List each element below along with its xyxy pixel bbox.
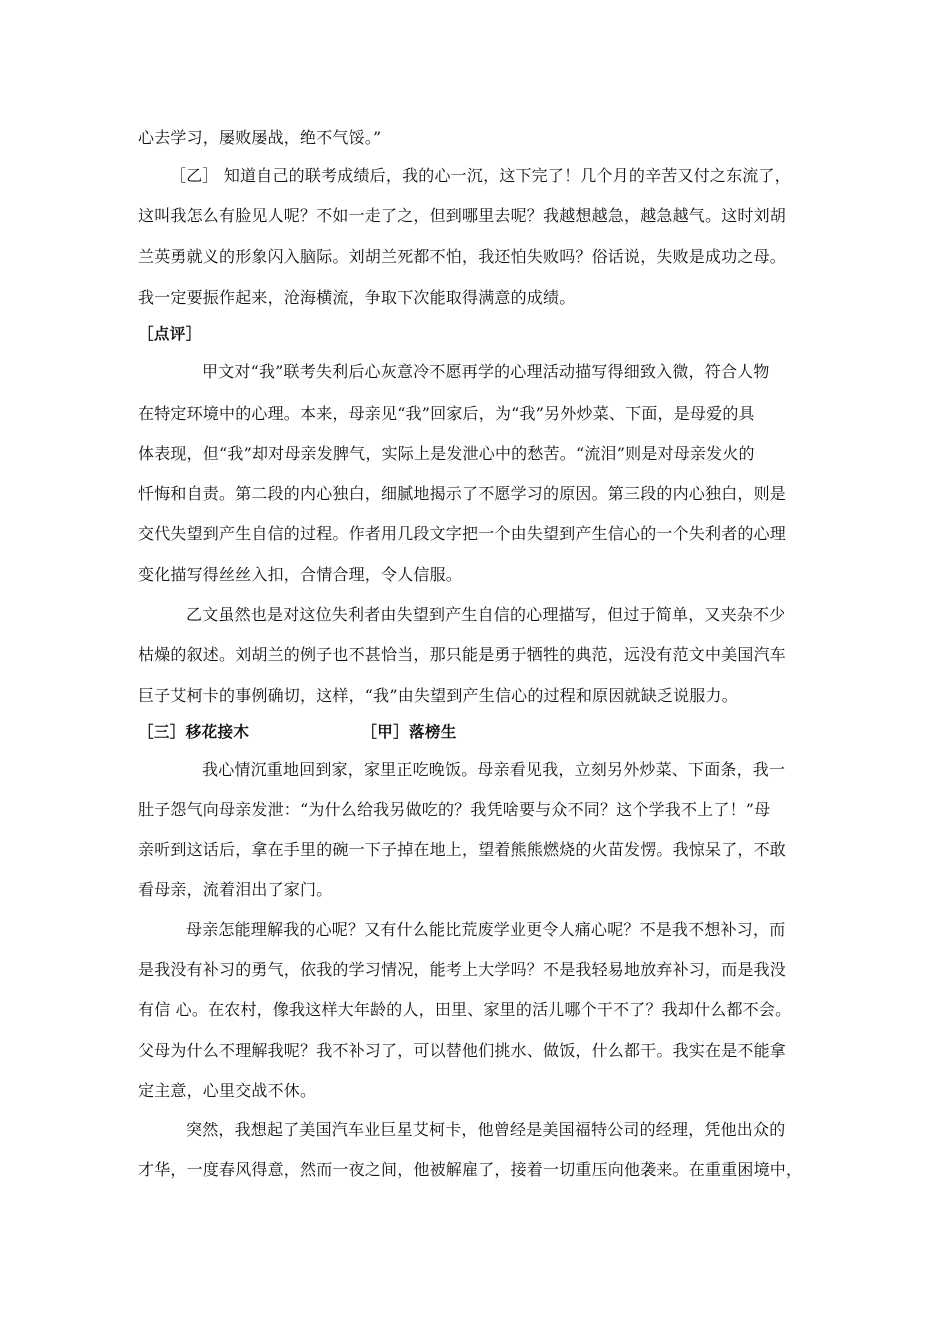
paragraph-line: 父母为什么不理解我呢？我不补习了，可以替他们挑水、做饭，什么都干。我实在是不能拿 [138,1041,787,1060]
paragraph-line: 我一定要振作起来，沧海横流，争取下次能取得满意的成绩。 [138,288,576,307]
paragraph-line: 我心情沉重地回到家，家里正吃晚饭。母亲看见我，立刻另外炒菜、下面条，我一 [202,760,786,779]
paragraph-line: 忏悔和自责。第二段的内心独白，细腻地揭示了不愿学习的原因。第三段的内心独白，则是 [138,484,787,503]
section-heading-right: ［甲］落榜生 [361,723,457,741]
section-heading [138,722,457,742]
paragraph-line: 亲听到这话后，拿在手里的碗一下子掉在地上，望着熊熊燃烧的火苗发愣。我惊呆了，不敢 [138,840,787,859]
paragraph-line: 巨子艾柯卡的事例确切，这样，“我”由失望到产生信心的过程和原因就缺乏说服力。 [138,686,738,705]
paragraph-line: 体表现，但“我”却对母亲发脾气，实际上是发泄心中的愁苦。“流泪”则是对母亲发火的 [138,444,755,463]
paragraph-line: 乙文虽然也是对这位失利者由失望到产生自信的心理描写，但过于简单，又夹杂不少 [186,605,786,624]
paragraph-line: 在特定环境中的心理。本来，母亲见“我”回家后，为“我”另外炒菜、下面，是母爱的具 [138,404,755,423]
paragraph-line: 母亲怎能理解我的心呢？又有什么能比荒废学业更令人痛心呢？不是我不想补习，而 [186,920,786,939]
paragraph-line: 才华，一度春风得意，然而一夜之间，他被解雇了，接着一切重压向他袭来。在重重困境中， [138,1160,803,1179]
section-heading-comment: ［点评］ [138,325,202,343]
paragraph-line: 是我没有补习的勇气，依我的学习情况，能考上大学吗？不是我轻易地放弃补习，而是我没 [138,960,787,979]
paragraph-line: 定主意，心里交战不休。 [138,1081,317,1100]
section-heading-left: ［三］移花接木 [138,723,250,741]
paragraph-line: 突然，我想起了美国汽车业巨星艾柯卡，他曾经是美国福特公司的经理，凭他出众的 [186,1120,786,1139]
paragraph-line: 心去学习，屡败屡战，绝不气馁。” [138,128,382,147]
paragraph-line: 变化描写得丝丝入扣，合情合理，令人信服。 [138,565,463,584]
paragraph-line: 交代失望到产生自信的过程。作者用几段文字把一个由失望到产生信心的一个失利者的心理 [138,524,787,543]
paragraph-line: 这叫我怎么有脸见人呢？不如一走了之，但到哪里去呢？我越想越急，越急越气。这时刘胡 [138,206,787,225]
paragraph-line: 看母亲，流着泪出了家门。 [138,880,333,899]
paragraph-line: ［乙］ 知道自己的联考成绩后，我的心一沉，这下完了！几个月的辛苦又付之东流了， [170,166,791,185]
paragraph-line: 枯燥的叙述。刘胡兰的例子也不甚恰当，那只能是勇于牺牲的典范，远没有范文中美国汽车 [138,645,787,664]
paragraph-line: 肚子怨气向母亲发泄：“为什么给我另做吃的？我凭啥要与众不同？这个学我不上了！”母 [138,800,771,819]
paragraph-line: 甲文对“我”联考失利后心灰意冷不愿再学的心理活动描写得细致入微，符合人物 [202,362,770,381]
paragraph-line: 兰英勇就义的形象闪入脑际。刘胡兰死都不怕，我还怕失败吗？俗话说，失败是成功之母。 [138,247,787,266]
paragraph-line: 有信 心。在农村，像我这样大年龄的人，田里、家里的活儿哪个干不了？我却什么都不会。 [138,1000,792,1019]
